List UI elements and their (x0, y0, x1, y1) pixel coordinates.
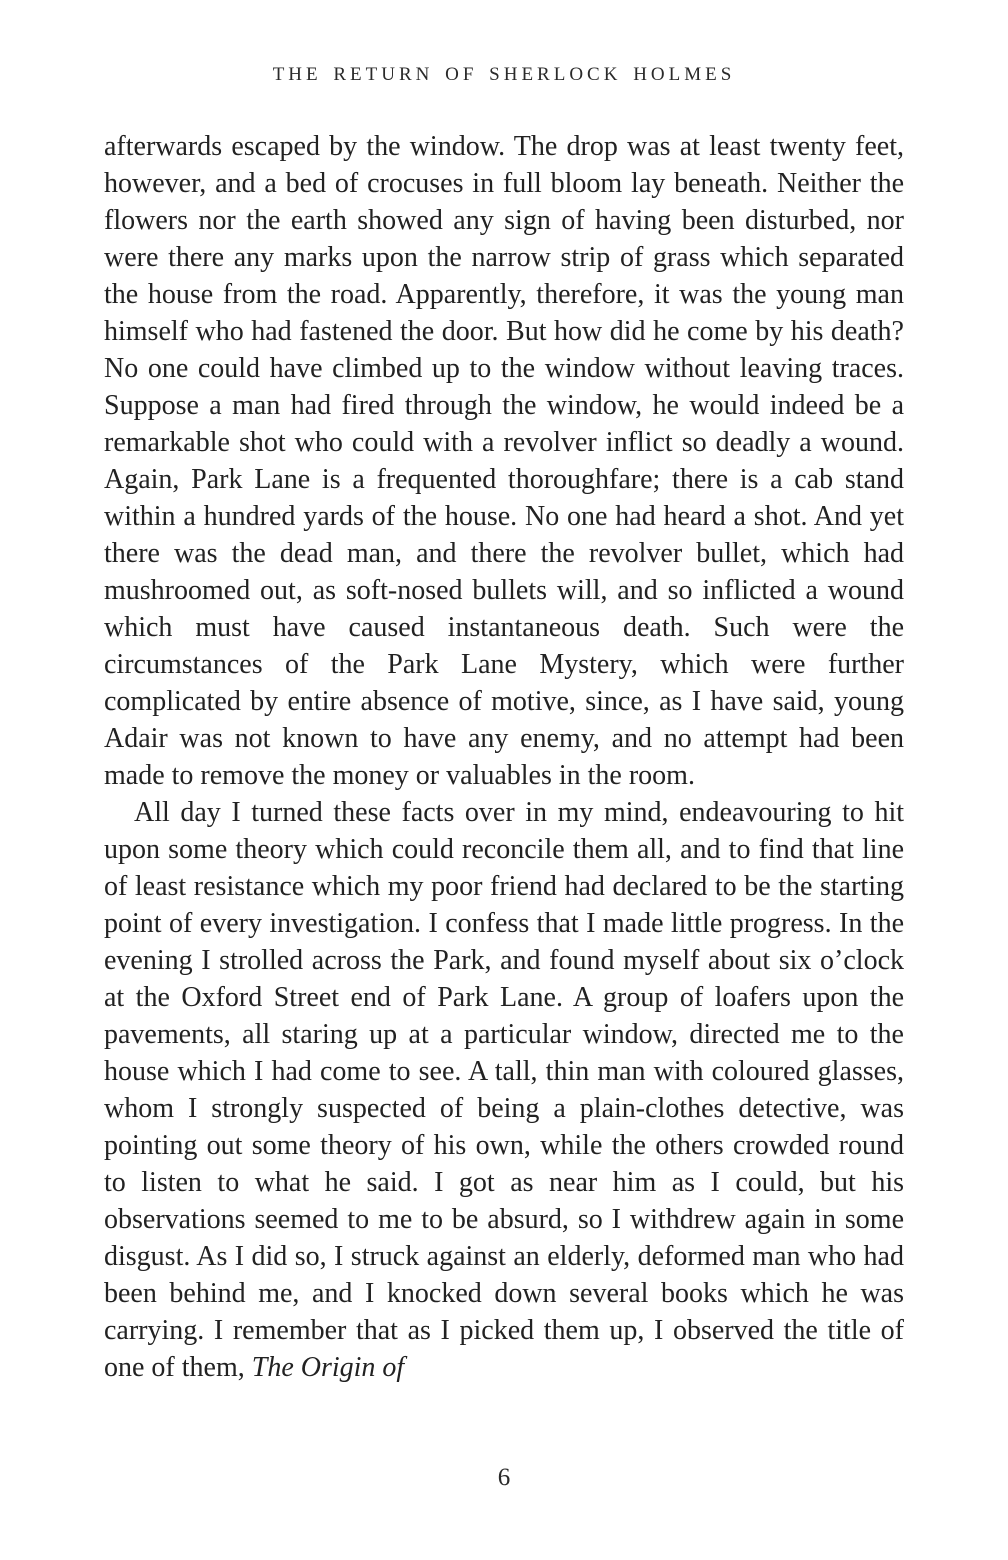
book-title-italic: The Origin of (251, 1352, 405, 1383)
paragraph-2 (104, 794, 904, 1386)
page-footer (0, 1464, 1008, 1560)
paragraph-1: afterwards escaped by the window. The drop was at least twenty feet, however, and a bed of crocuses in full bloom lay beneath. Neither the flowers nor the earth showed any sign of having been disturbed, nor were there any marks upon the narrow strip of grass which separated the house from the road. Apparently, therefore, it was the young man himself who had fastened the door. But how did he come by his death? No one could have climbed up to the window without leaving traces. Suppose a man had fired through the window, he would indeed be a remarkable shot who could with a revolver inflict so deadly a wound. Again, Park Lane is a frequented thoroughfare; there is a cab stand within a hundred yards of the house. No one had heard a shot. And yet there was the dead man, and there the revolver bullet, which had mushroomed out, as soft-nosed bullets will, and so inflicted a wound which must have caused instantaneous death. Such were the circumstances of the Park Lane Mystery, which were further complicated by entire absence of motive, since, as I have said, young Adair was not known to have any enemy, and no attempt had been made to remove the money or valuables in the room. (104, 131, 904, 791)
page-number: 6 (497, 1464, 511, 1491)
running-header: THE RETURN OF SHERLOCK HOLMES (272, 64, 736, 85)
body-text (104, 128, 904, 1386)
paragraph-2-text: All day I turned these facts over in my mind, endeavouring to hit upon some theory which could reconcile them all, and to find that line of least resistance which my poor friend had declared to be the starting point of every investigation. I confess that I made little progress. In the evening I strolled across the Park, and found myself about six o’clock at the Oxford Street end of Park Lane. A group of loafers upon the pavements, all staring up at a particular window, directed me to the house which I had come to see. A tall, thin man with coloured glasses, whom I strongly suspected of being a plain-clothes detective, was pointing out some theory of his own, while the others crowded round to listen to what he said. I got as near him as I could, but his observations seemed to me to be absurd, so I withdrew again in some disgust. As I did so, I struck against an elderly, deformed man who had been behind me, and I knocked down several books which he was carrying. I remember that as I picked them up, I observed the title of one of them, (104, 797, 904, 1383)
